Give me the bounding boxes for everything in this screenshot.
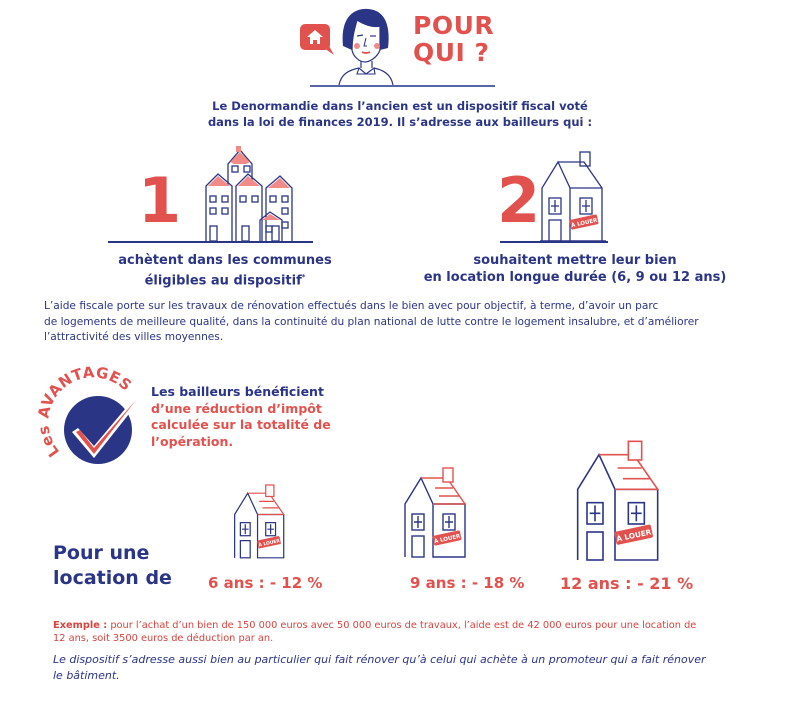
note-line-2: le bâtiment. xyxy=(53,669,120,682)
rate-6-years: 6 ans : - 12 % xyxy=(208,574,323,592)
house-for-rent-icon-large xyxy=(575,436,663,564)
section-title-pour-qui xyxy=(413,12,494,66)
criterion-1-baseline xyxy=(108,241,313,243)
criterion-2-line-1: souhaitent mettre leur bien xyxy=(473,253,677,268)
rental-heading-line-2: location de xyxy=(53,567,172,589)
advantages-line-2: d’une réduction d’impôt xyxy=(151,400,322,416)
checkmark-badge-icon xyxy=(32,363,148,470)
advantages-line-1: Les bailleurs bénéficient xyxy=(151,384,324,399)
house-for-rent-icon-medium xyxy=(403,461,469,563)
header-divider xyxy=(310,85,495,87)
description-paragraph xyxy=(44,299,784,346)
example-text xyxy=(53,619,773,645)
note-text xyxy=(53,652,773,684)
title-line-2: QUI ? xyxy=(413,38,490,67)
criterion-1-label xyxy=(75,252,375,289)
criterion-number-1: 1 xyxy=(138,164,182,237)
rent-sign-label: À LOUER xyxy=(615,527,653,544)
criterion-1-line-2: éligibles au dispositif xyxy=(144,273,302,289)
rate-9-years: 9 ans : - 18 % xyxy=(410,574,525,592)
example-line-1: pour l’achat d’un bien de 150 000 euros avec 50 000 euros de travaux, l’aide est de 42 000 euros pour une location de xyxy=(107,620,697,631)
criterion-2-line-2: en location longue durée (6, 9 ou 12 ans) xyxy=(423,270,727,285)
title-line-1: POUR xyxy=(413,11,495,40)
paragraph-line-2: de logements de meilleure qualité, dans la continuité du plan national de lutte contre le logement insalubre, et d’améliorer xyxy=(44,315,699,328)
advantages-text xyxy=(151,384,381,450)
town-buildings-icon xyxy=(200,146,312,242)
paragraph-line-1: L’aide fiscale porte sur les travaux de rénovation effectués dans le bien avec pour objectif, à terme, d’avoir un parc xyxy=(44,300,659,312)
criterion-1-line-1: achètent dans les communes xyxy=(118,253,332,268)
house-for-rent-icon xyxy=(540,150,606,242)
example-line-2: 12 ans, soit 3500 euros de déduction par an. xyxy=(53,633,274,644)
woman-avatar-illustration xyxy=(335,6,397,86)
criterion-number-2: 2 xyxy=(497,164,541,237)
advantages-line-3: calculée sur la totalité de xyxy=(151,417,331,432)
note-line-1: Le dispositif s’adresse aussi bien au particulier qui fait rénover qu’à celui qui achète à un promoteur qui a fait rénover xyxy=(53,653,706,666)
rate-12-years: 12 ans : - 21 % xyxy=(560,574,694,593)
criterion-2-label xyxy=(385,252,765,286)
rent-sign-label: À LOUER xyxy=(570,217,598,230)
paragraph-line-3: l’attractivité des villes moyennes. xyxy=(44,331,224,343)
intro-text: Le Denormandie dans l’ancien est un dispositif fiscal voté dans la loi de finances 2019. Il s’adresse aux bailleurs qui : xyxy=(207,99,593,129)
example-prefix: Exemple : xyxy=(53,620,108,631)
advantages-line-4: l’opération. xyxy=(151,433,234,449)
rental-heading xyxy=(53,541,172,591)
advantages-badge-text: Les AVANTAGES xyxy=(34,363,136,461)
rent-sign-label: À LOUER xyxy=(258,539,281,549)
rental-heading-line-1: Pour une xyxy=(53,542,150,564)
footnote-mark: * xyxy=(301,273,306,281)
house-speech-bubble-icon xyxy=(300,22,336,58)
house-for-rent-icon-small xyxy=(233,482,287,560)
rent-sign-label: À LOUER xyxy=(433,533,461,546)
criterion-2-baseline xyxy=(500,241,608,243)
